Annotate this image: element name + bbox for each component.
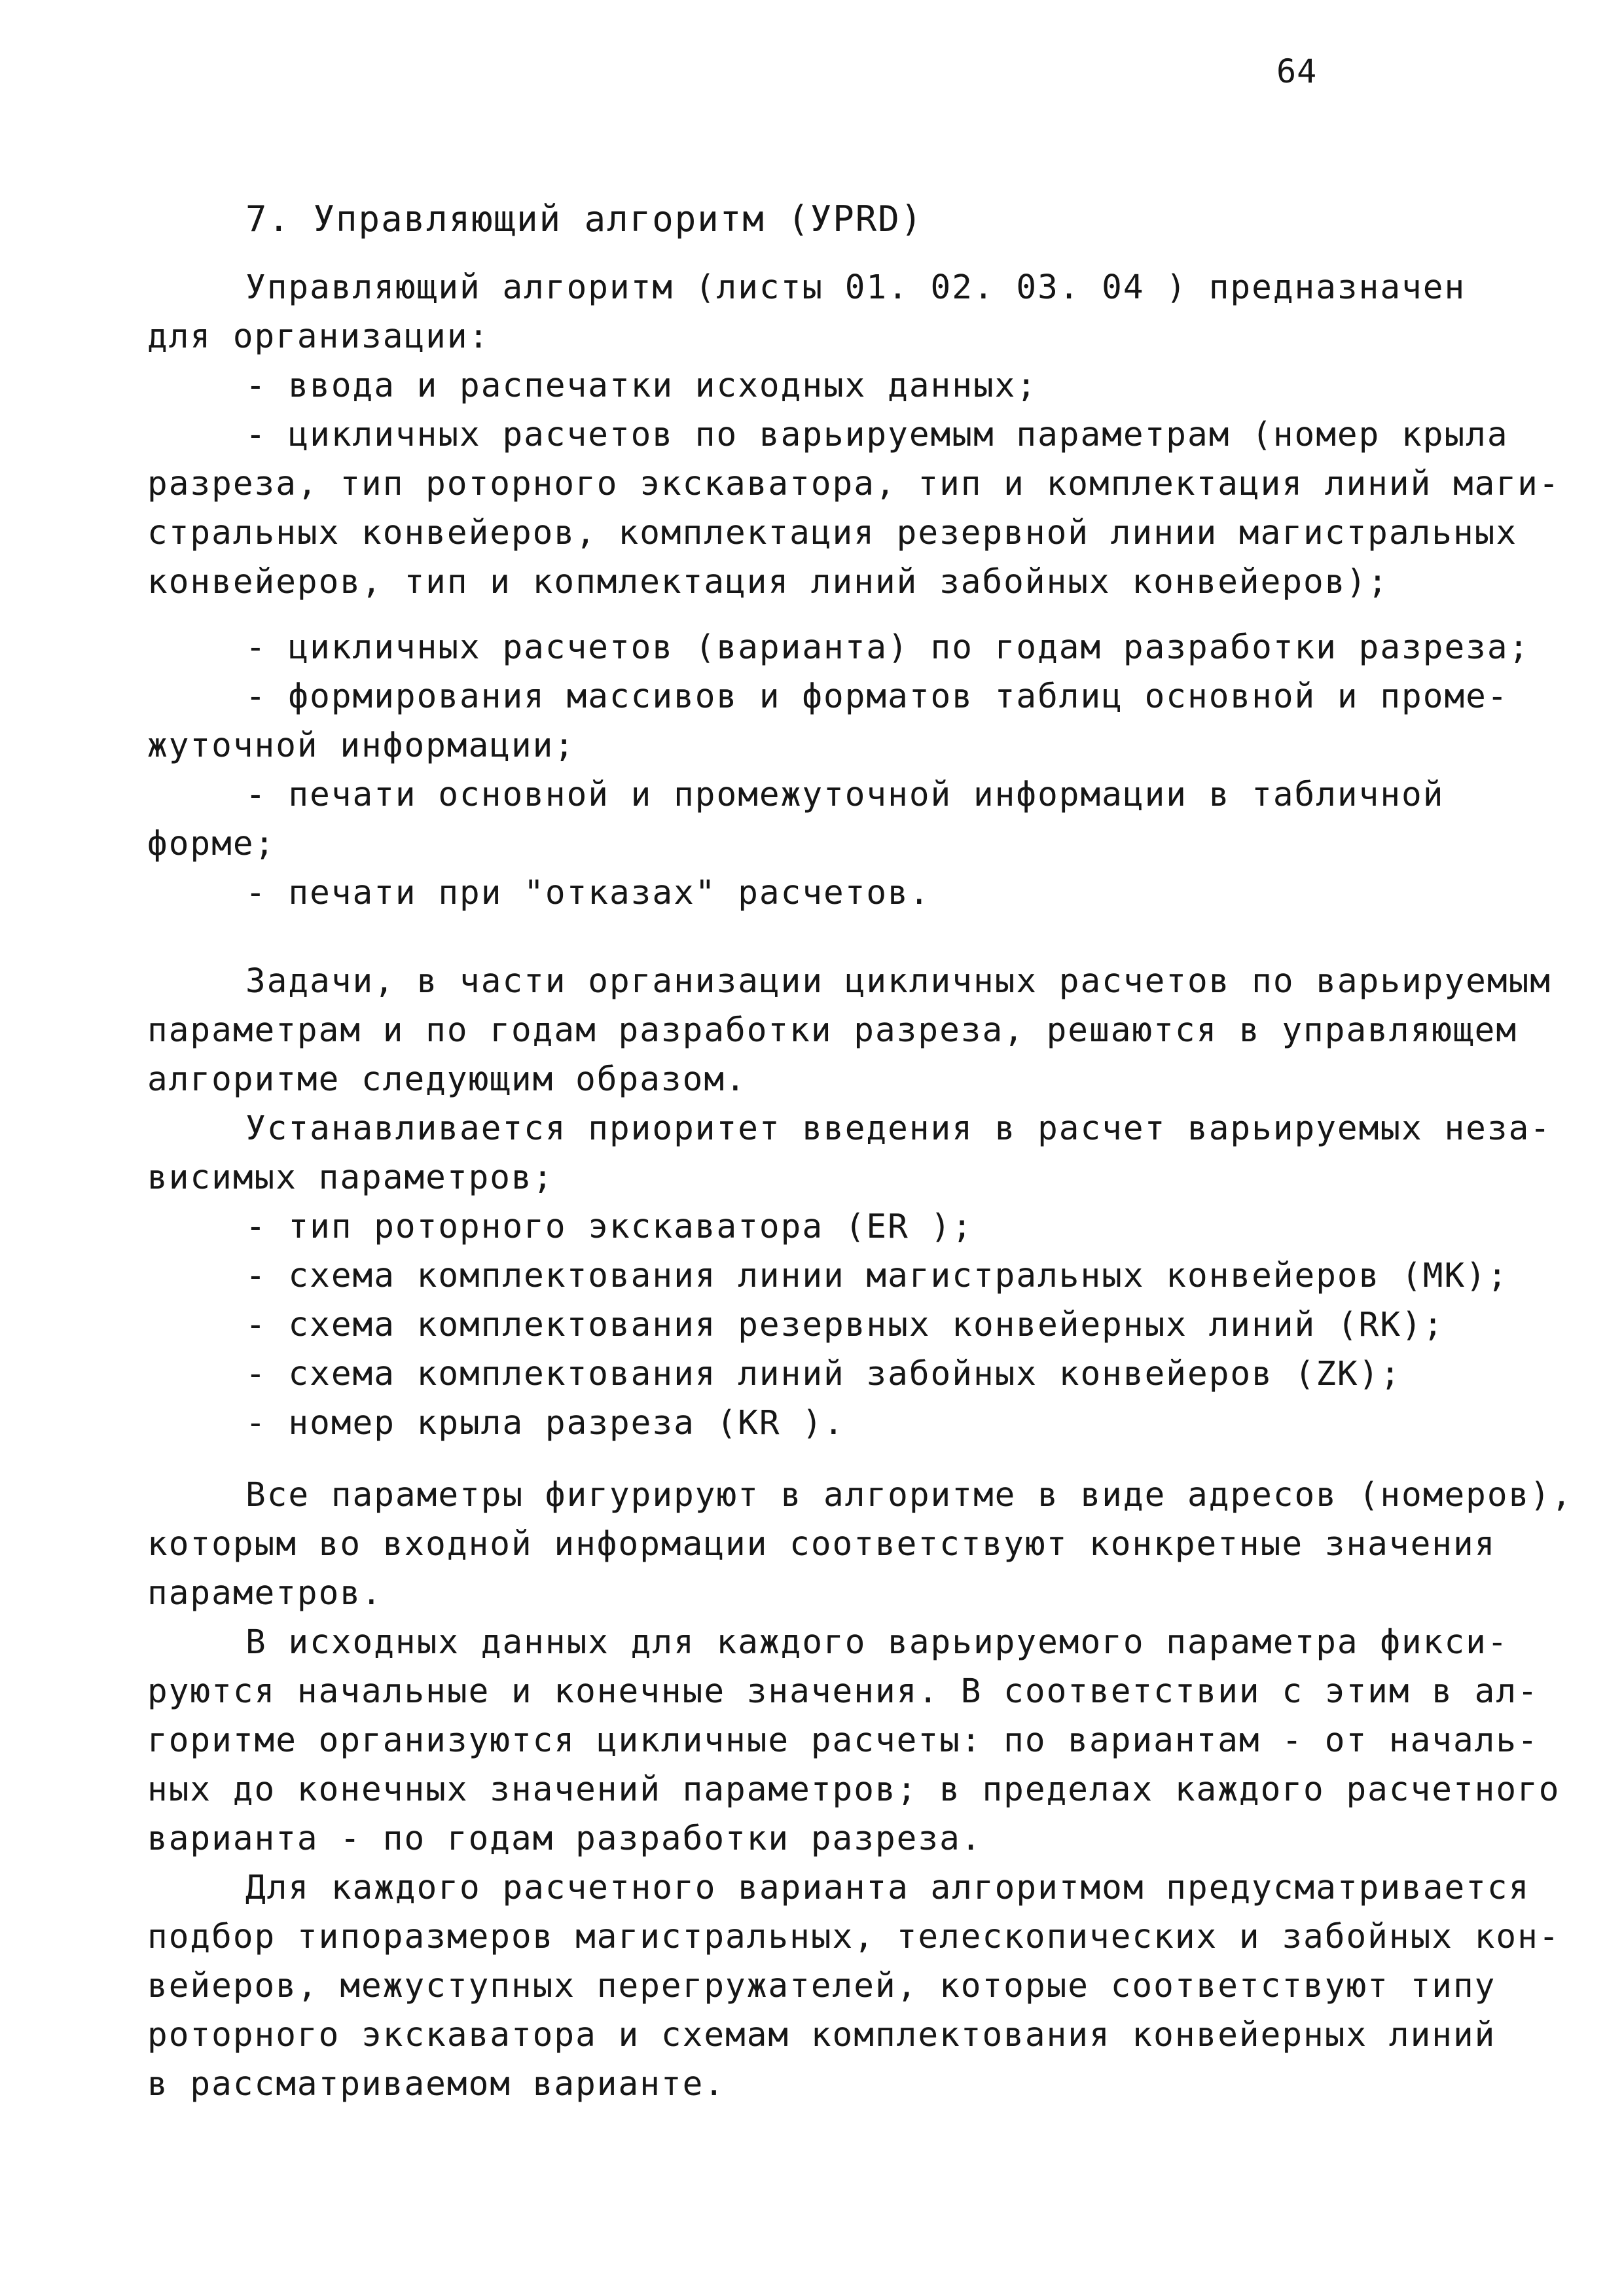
text-line: конвейеров, тип и копмлектация линий забойных конвейеров);	[147, 563, 1389, 601]
text-line: для организации:	[147, 317, 490, 356]
text-line: форме;	[147, 825, 276, 863]
text-line: висимых параметров;	[147, 1158, 554, 1197]
text-line: Для каждого расчетного варианта алгоритмом предусматривается	[245, 1869, 1530, 1907]
text-line: жуточной информации;	[147, 726, 576, 765]
text-line: - схема комплектования резервных конвейерных линий (RK);	[245, 1306, 1445, 1344]
text-line: руются начальные и конечные значения. В соответствии с этим в ал-	[147, 1672, 1539, 1711]
text-line: В исходных данных для каждого варьируемого параметра фикси-	[245, 1623, 1509, 1662]
text-line: - ввода и распечатки исходных данных;	[245, 367, 1038, 405]
text-line: - тип роторного экскаватора (ER );	[245, 1208, 973, 1246]
text-line: варианта - по годам разработки разреза.	[147, 1820, 983, 1858]
text-line: - печати основной и промежуточной информации в табличной	[245, 776, 1445, 814]
text-line: - формирования массивов и форматов таблиц основной и проме-	[245, 677, 1509, 716]
text-line: которым во входной информации соответствуют конкретные значения	[147, 1525, 1496, 1564]
text-line: Все параметры фигурируют в алгоритме в виде адресов (номеров),	[245, 1476, 1573, 1515]
text-line: ных до конечных значений параметров; в пределах каждого расчетного	[147, 1770, 1561, 1809]
text-line: Устанавливается приоритет введения в расчет варьируемых неза-	[245, 1109, 1551, 1148]
text-line: подбор типоразмеров магистральных, телескопических и забойных кон-	[147, 1918, 1561, 1956]
text-line: - схема комплектования линии магистральных конвейеров (MK);	[245, 1257, 1509, 1295]
text-line: - схема комплектования линий забойных конвейеров (ZK);	[245, 1355, 1402, 1393]
text-line: стральных конвейеров, комплектация резервной линии магистральных	[147, 514, 1518, 552]
text-line: - цикличных расчетов (варианта) по годам разработки разреза;	[245, 628, 1530, 667]
text-line: разреза, тип роторного экскаватора, тип и комплектация линий маги-	[147, 465, 1561, 503]
text-line: Задачи, в части организации цикличных расчетов по варьируемым	[245, 962, 1551, 1001]
page-number: 64	[1276, 52, 1318, 90]
text-line: роторного экскаватора и схемам комплектования конвейерных линий	[147, 2016, 1496, 2054]
text-line: - печати при "отказах" расчетов.	[245, 874, 931, 912]
text-line: параметров.	[147, 1574, 383, 1613]
text-line: горитме организуются цикличные расчеты: по вариантам - от началь-	[147, 1721, 1539, 1760]
text-line: параметрам и по годам разработки разреза, решаются в управляющем	[147, 1011, 1518, 1050]
text-line: - номер крыла разреза (KR ).	[245, 1404, 845, 1443]
text-line: вейеров, межуступных перегружателей, которые соответствуют типу	[147, 1967, 1496, 2005]
text-line: в рассматриваемом варианте.	[147, 2065, 726, 2104]
text-line: - цикличных расчетов по варьируемым параметрам (номер крыла	[245, 416, 1509, 454]
text-line: алгоритме следующим образом.	[147, 1060, 747, 1099]
section-title: 7. Управляющий алгоритм (УPRD)	[245, 198, 924, 240]
text-line: Управляющий алгоритм (листы 01. 02. 03. 04 ) предназначен	[245, 268, 1466, 307]
